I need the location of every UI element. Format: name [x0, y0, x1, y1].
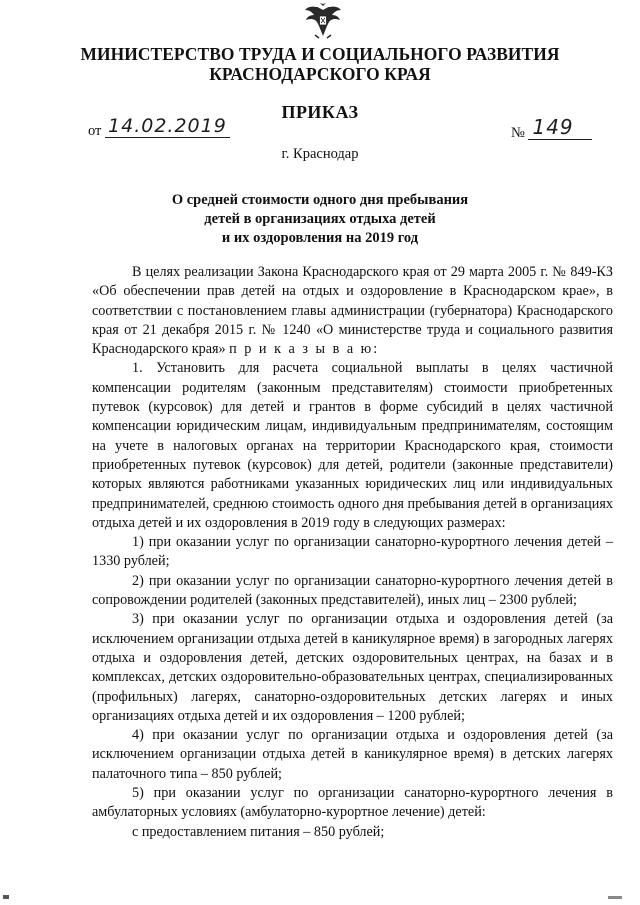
ministry-line-2: КРАСНОДАРСКОГО КРАЯ: [209, 64, 431, 84]
order-number: [511, 115, 592, 143]
ministry-name: [0, 44, 640, 84]
subject-line-2: детей в организациях отдыха детей: [204, 211, 436, 227]
coat-of-arms-icon: [303, 2, 343, 40]
subject-line-1: О средней стоимости одного дня пребывания: [171, 192, 469, 208]
subitem-4: 4) при оказании услуг по организации отдыха и оздоровления детей (за исключением организации отдыха детей в каникулярное время) в детских лагерях палаточного типа – 850 рублей;: [92, 727, 613, 782]
number-handwritten: 149: [528, 115, 591, 140]
subitem-1: 1) при оказании услуг по организации санаторно-курортного лечения детей – 1330 рублей;: [92, 534, 613, 570]
intro-text: В целях реализации Закона Краснодарского края от 29 марта 2005 г. № 849-КЗ «Об обеспечении прав детей на отдых и оздоровление в Краснодарском крае», в соответствии с постановлением главы администрации (губернатора) Краснодарского края от 21 декабря 2015 г. № 1240 «О министерстве труда и социального развития Краснодарского края»: [92, 264, 613, 358]
order-word: п р и к а з ы в а ю:: [229, 341, 380, 358]
scan-edge-mark: [608, 896, 622, 899]
number-prefix: №: [511, 125, 525, 141]
date-handwritten: 14.02.2019: [105, 115, 230, 138]
document-body: [92, 263, 613, 842]
item-1-paragraph: 1. Установить для расчета социальной выплаты в целях частичной компенсации родителям (законным представителям) стоимости приобретенных путевок (курсовок) для детей и грантов в форме субсидий в целях частичной компенсации юридическим лицам, индивидуальным предпринимателям, состоящим на учете в налоговых органах на территории Краснодарского края, стоимости приобретенных путевок (курсовок) для детей, родители (законные представители) которых являются работниками указанных юридических лиц или индивидуальных предпринимателей, среднюю стоимость одного дня пребывания детей в организациях отдыха детей и их оздоровления в 2019 году в следующих размерах:: [92, 360, 613, 531]
date-prefix: от: [88, 123, 102, 139]
subitem-3: 3) при оказании услуг по организации отдыха и оздоровления детей (за исключением организации отдыха детей в каникулярное время) в загородных лагерях отдыха и оздоровления детей, детских оздоровительных центрах, на базах и в комплексах, детских оздоровительно-образовательных центрах, специализированных (профильных) лагерях, санаторно-оздоровительных детских лагерях и иных организациях отдыха детей и их оздоровления – 1200 рублей;: [92, 611, 613, 724]
subitem-2: 2) при оказании услуг по организации санаторно-курортного лечения детей в сопровождении родителей (законных представителей), иных лиц – 2300 рублей;: [92, 572, 613, 609]
subject-line-3: и их оздоровления на 2019 год: [221, 230, 419, 246]
subitem-5a: с предоставлением питания – 850 рублей;: [132, 823, 385, 840]
city: г. Краснодар: [281, 146, 359, 162]
scan-edge-mark: [3, 895, 9, 899]
order-title: ПРИКАЗ: [281, 102, 359, 122]
ministry-line-1: МИНИСТЕРСТВО ТРУДА И СОЦИАЛЬНОГО РАЗВИТИЯ: [80, 44, 560, 64]
subitem-5: 5) при оказании услуг по организации санаторно-курортного лечения в амбулаторных условиях (амбулаторно-курортное лечение) детей:: [92, 785, 613, 821]
order-date: [88, 115, 230, 141]
intro-paragraph: [92, 263, 613, 359]
order-subject: [0, 191, 640, 248]
